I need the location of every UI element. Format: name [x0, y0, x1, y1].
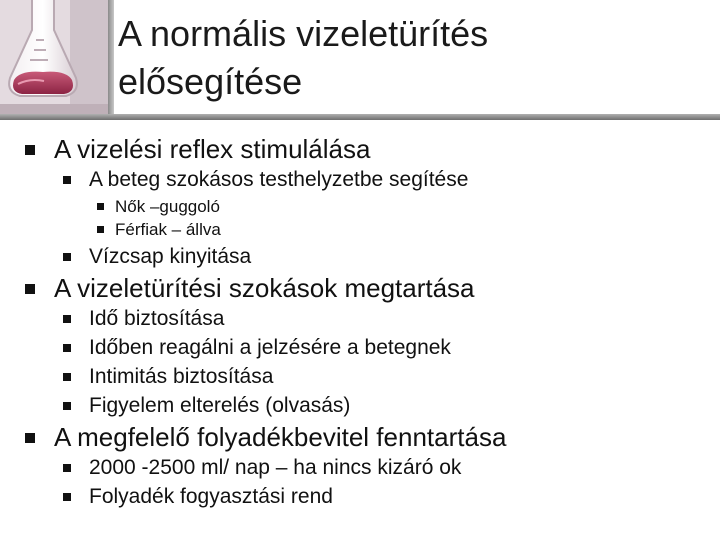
bullet-level1	[25, 422, 506, 452]
bullet-text: Folyadék fogyasztási rend	[89, 485, 333, 508]
bullet-text: Idő biztosítása	[89, 307, 225, 330]
bullet-level2	[63, 455, 461, 481]
bullet-text: Nők –guggoló	[115, 197, 220, 216]
bullet-level2	[63, 484, 333, 510]
bullet-text: Figyelem elterelés (olvasás)	[89, 394, 351, 417]
bullet-level2	[63, 167, 468, 193]
bullet-square-icon	[97, 226, 104, 233]
decorative-vertical-bar	[108, 0, 114, 118]
bullet-level3	[97, 219, 221, 240]
bullet-square-icon	[97, 203, 104, 210]
bullet-level2	[63, 364, 273, 390]
bullet-level2	[63, 393, 350, 419]
bullet-square-icon	[63, 402, 71, 410]
bullet-level2	[63, 244, 251, 270]
bullet-square-icon	[63, 493, 71, 501]
bullet-text: Időben reagálni a jelzésére a betegnek	[89, 336, 451, 359]
bullet-text: A vizeletürítési szokások megtartása	[54, 273, 475, 303]
flask-image	[0, 0, 108, 118]
title-line-1: A normális vizeletürítés	[118, 13, 489, 54]
flask-icon	[0, 0, 108, 118]
bullet-square-icon	[25, 145, 35, 155]
bullet-level2	[63, 335, 451, 361]
title-line-2: elősegítése	[118, 61, 303, 102]
bullet-square-icon	[25, 433, 35, 443]
bullet-level1	[25, 134, 370, 164]
slide-title	[118, 10, 708, 106]
bullet-square-icon	[63, 373, 71, 381]
bullet-text: A megfelelő folyadékbevitel fenntartása	[54, 422, 507, 452]
bullet-text: Vízcsap kinyitása	[89, 245, 252, 268]
bullet-square-icon	[63, 464, 71, 472]
bullet-square-icon	[63, 253, 71, 261]
bullet-text: A beteg szokásos testhelyzetbe segítése	[89, 168, 469, 191]
bullet-level1	[25, 273, 475, 303]
bullet-text: 2000 -2500 ml/ nap – ha nincs kizáró ok	[89, 456, 462, 479]
bullet-square-icon	[25, 284, 35, 294]
bullet-level2	[63, 306, 224, 332]
bullet-level3	[97, 196, 220, 217]
bullet-square-icon	[63, 344, 71, 352]
bullet-text: Férfiak – állva	[115, 220, 221, 239]
bullet-square-icon	[63, 315, 71, 323]
bullet-square-icon	[63, 176, 71, 184]
title-underline-bar	[0, 114, 720, 120]
bullet-text: Intimitás biztosítása	[89, 365, 274, 388]
bullet-text: A vizelési reflex stimulálása	[54, 134, 371, 164]
